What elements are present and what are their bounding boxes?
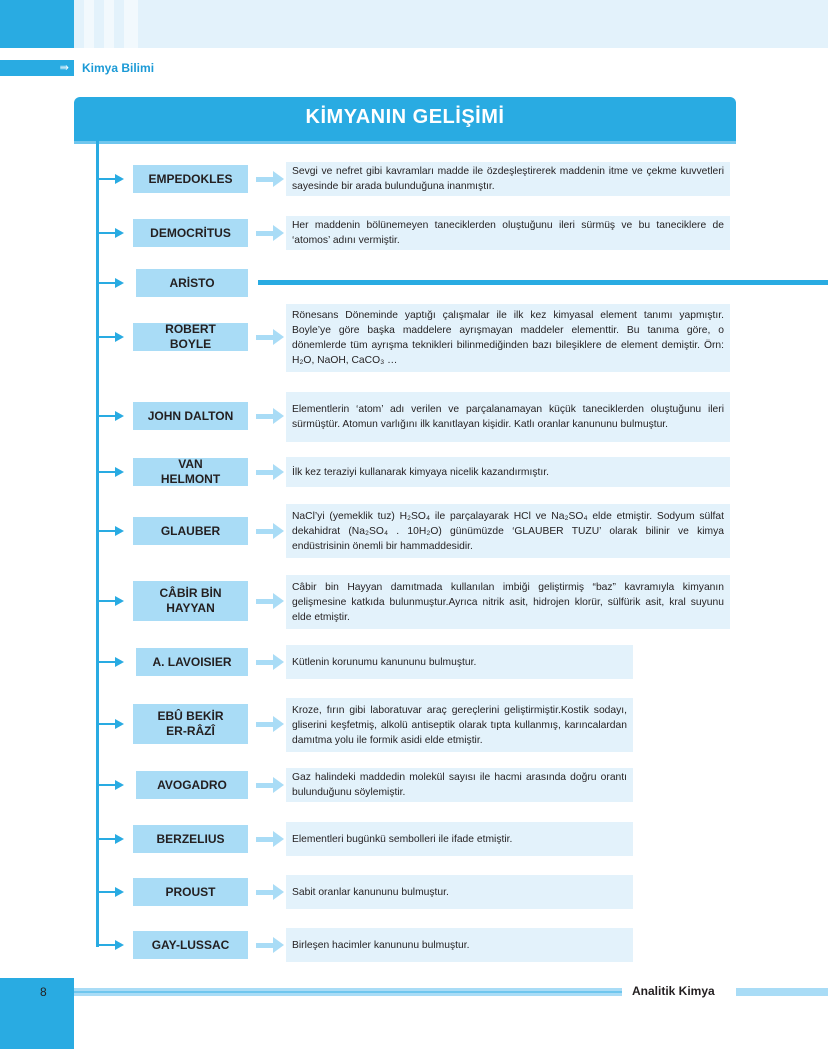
contribution-description: [286, 504, 730, 558]
pointer-arrow: [256, 529, 274, 534]
pointer-arrow: [256, 783, 274, 788]
contribution-text: Kroze, fırın gibi laboratuvar araç gereçlerini geliştirmiştir.Kostik sodayı, gliserini keşfetmiş, alkolü antiseptik olarak tıpta kullanmış, karıncalardan damıtma yolu ile formik asidi elde etmiştir.: [292, 704, 627, 746]
scientist-name: [133, 878, 248, 906]
pointer-arrow: [256, 177, 274, 182]
contribution-description: [286, 822, 633, 856]
arrow-right-icon: [115, 780, 124, 790]
scientist-name-text: GAY-LUSSAC: [151, 937, 230, 952]
scientist-name: [136, 771, 248, 799]
arrow-right-icon: [273, 884, 284, 900]
aristo-line: [258, 280, 828, 285]
scientist-name: [133, 825, 248, 853]
scientist-name: [133, 458, 248, 486]
pointer-arrow: [256, 890, 274, 895]
scientist-name-text: BERZELIUS: [156, 831, 225, 846]
pointer-arrow: [256, 599, 274, 604]
pointer-arrow: [256, 722, 274, 727]
footer-bar-right: [736, 988, 828, 996]
arrow-right-icon: [115, 526, 124, 536]
arrow-right-icon: [273, 937, 284, 953]
arrow-right-icon: [115, 174, 124, 184]
contribution-text: Elementlerin ‘atom’ adı verilen ve parçalanamayan küçük taneciklerden oluştuğunu ileri sürmüştür. Atomun varlığını ilk kanıtlayan kişidir. Katlı oranlar kanununu bulmuştur.: [292, 404, 724, 430]
arrow-right-icon: [115, 940, 124, 950]
scientist-name: [133, 323, 248, 351]
arrow-right-icon: [273, 225, 284, 241]
scientist-name-text: EMPEDOKLES: [148, 171, 233, 186]
scientist-name-text: VAN HELMONT: [160, 457, 221, 486]
scientist-name: [133, 704, 248, 744]
pointer-arrow: [256, 335, 274, 340]
scientist-name: [133, 219, 248, 247]
arrow-right-icon: [273, 464, 284, 480]
contribution-description: [286, 575, 730, 629]
scientist-name: [136, 269, 248, 297]
scientist-name: [133, 402, 248, 430]
pointer-arrow: [256, 943, 274, 948]
arrow-right-icon: [273, 654, 284, 670]
contribution-description: [286, 645, 633, 679]
contribution-text: Gaz halindeki maddedin molekül sayısı ile hacmi arasında doğru orantı bulunduğunu söylemiştir.: [292, 772, 627, 798]
pointer-arrow: [256, 414, 274, 419]
section-arrow-icon: ⇛: [59, 62, 68, 74]
top-decor-stripe: [124, 0, 138, 48]
contribution-text: Birleşen hacimler kanununu bulmuştur.: [292, 939, 470, 951]
arrow-right-icon: [273, 777, 284, 793]
arrow-right-icon: [273, 329, 284, 345]
arrow-right-icon: [115, 596, 124, 606]
contribution-text: İlk kez teraziyi kullanarak kimyaya nicelik kazandırmıştır.: [292, 466, 549, 478]
arrow-right-icon: [115, 887, 124, 897]
arrow-right-icon: [273, 593, 284, 609]
top-decor-block: [0, 0, 74, 48]
section-arrow: [0, 60, 74, 76]
contribution-text: Sevgi ve nefret gibi kavramları madde ile özdeşleştirerek maddenin itme ve çekme kuvvetleri sayesinde bir arada bulunduğuna inanmıştır.: [292, 166, 724, 192]
arrow-right-icon: [273, 171, 284, 187]
contribution-description: [286, 768, 633, 802]
scientist-name-text: A. LAVOISIER: [152, 654, 232, 669]
scientist-name: [136, 648, 248, 676]
footer-block: [0, 978, 74, 1049]
arrow-right-icon: [115, 278, 124, 288]
contribution-text: Câbir bin Hayyan damıtmada kullanılan imbiği geliştirmiş “baz” kavramıyla kimyanın gelişmesine katkıda bulunmuştur.Ayrıca nitrik asit, hidrojen klorür, sülfürik asit, kral suyunu elde etmiştir.: [292, 581, 724, 623]
arrow-right-icon: [273, 716, 284, 732]
page-title: KİMYANIN GELİŞİMİ: [305, 106, 505, 128]
arrow-right-icon: [273, 408, 284, 424]
scientist-name: [133, 931, 248, 959]
contribution-description: [286, 162, 730, 196]
contribution-text: Kütlenin korunumu kanununu bulmuştur.: [292, 656, 477, 668]
arrow-right-icon: [273, 523, 284, 539]
contribution-text: NaCl’yi (yemeklik tuz) H₂SO₄ ile parçalayarak HCl ve Na₂SO₄ elde etmiştir. Sodyum sülfat dekahidrat (Na₂SO₄ . 10H₂O) günümüzde ‘GLAUBER TUZU’ olarak bilinir ve kimya endüstrisinin önemli bir hammaddesidir.: [292, 510, 724, 552]
scientist-name-text: JOHN DALTON: [147, 408, 234, 423]
contribution-description: [286, 928, 633, 962]
contribution-description: [286, 392, 730, 442]
arrow-right-icon: [273, 831, 284, 847]
arrow-right-icon: [115, 332, 124, 342]
scientist-name-text: ROBERT BOYLE: [165, 322, 216, 351]
arrow-right-icon: [115, 467, 124, 477]
arrow-right-icon: [115, 411, 124, 421]
pointer-arrow: [256, 470, 274, 475]
contribution-description: [286, 698, 633, 752]
contribution-description: [286, 304, 730, 372]
contribution-text: Rönesans Döneminde yaptığı çalışmalar ile ilk kez kimyasal element tanımı yapmıştır. Boyle’ye göre başka maddelere ayrışmayan maddeler elementtir. Bu tanıma göre, o dönemlerde tüm ayrışma teknikleri bilinmediğinden bazı bileşiklere de element demiştir. Örn: H₂O, NaOH, CaCO₃ …: [292, 310, 724, 366]
section-label: Kimya Bilimi: [82, 61, 155, 75]
page-number: 8: [40, 985, 47, 999]
contribution-text: Sabit oranlar kanununu bulmuştur.: [292, 886, 449, 898]
scientist-name-text: DEMOCRİTUS: [150, 225, 231, 240]
top-decor-stripe: [104, 0, 114, 48]
pointer-arrow: [256, 660, 274, 665]
pointer-arrow: [256, 231, 274, 236]
book-title: Analitik Kimya: [632, 984, 715, 998]
contribution-description: [286, 875, 633, 909]
contribution-text: Her maddenin bölünemeyen taneciklerden oluştuğunu ileri sürmüş ve bu taneciklere de ‘atomos’ adını vermiştir.: [292, 220, 724, 246]
scientist-name-text: CÂBİR BİN HAYYAN: [159, 586, 222, 615]
pointer-arrow: [256, 837, 274, 842]
scientist-name-text: GLAUBER: [160, 523, 221, 538]
scientist-name-text: ARİSTO: [169, 275, 215, 290]
scientist-name: [133, 517, 248, 545]
arrow-right-icon: [115, 834, 124, 844]
timeline-line: [96, 141, 99, 947]
scientist-name: [133, 581, 248, 621]
contribution-text: Elementleri bugünkü sembolleri ile ifade etmiştir.: [292, 833, 513, 845]
arrow-right-icon: [115, 719, 124, 729]
scientist-name-text: PROUST: [165, 884, 216, 899]
footer-bar-line: [74, 991, 622, 993]
contribution-description: [286, 216, 730, 250]
top-decor-stripe: [84, 0, 94, 48]
arrow-right-icon: [115, 657, 124, 667]
scientist-name: [133, 165, 248, 193]
scientist-name-text: AVOGADRO: [157, 777, 227, 792]
contribution-description: [286, 457, 730, 487]
scientist-name-text: EBÛ BEKİR ER-RÂZÎ: [157, 709, 224, 738]
arrow-right-icon: [115, 228, 124, 238]
